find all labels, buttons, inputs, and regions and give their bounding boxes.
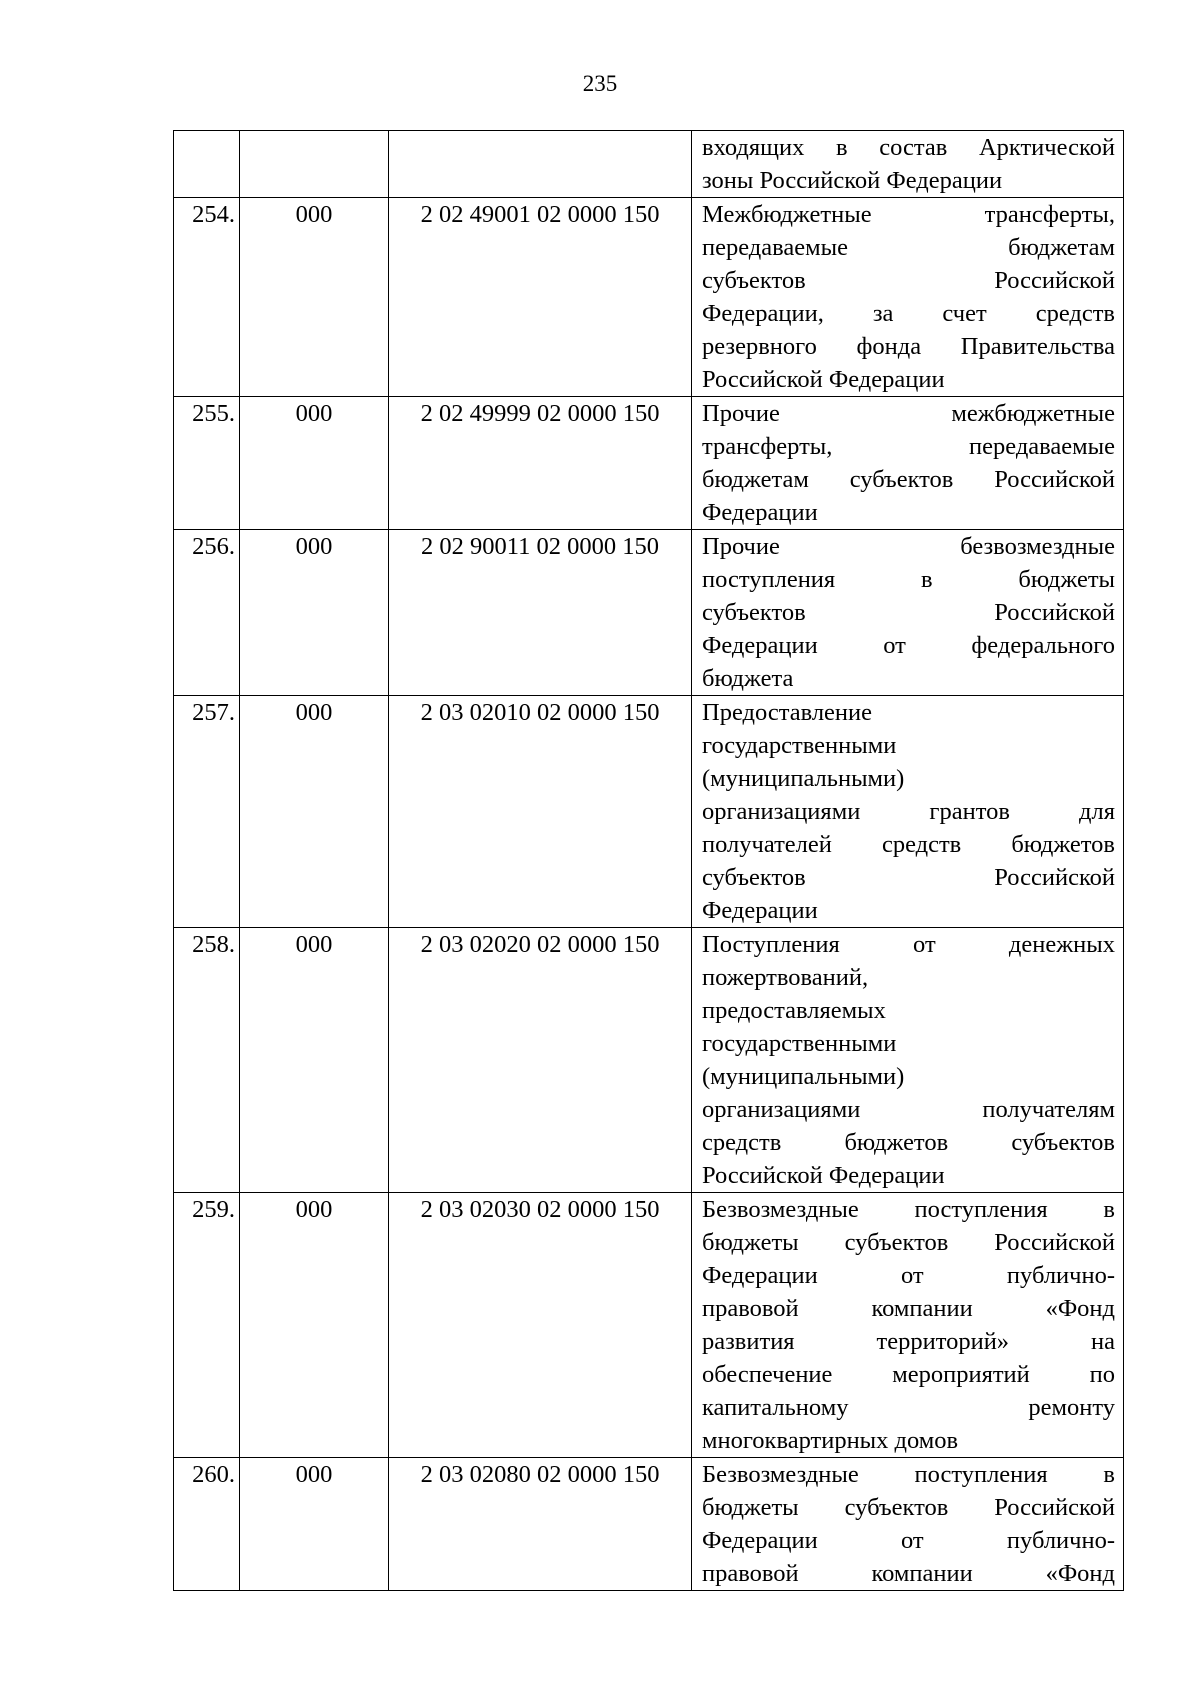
description-word: Межбюджетные — [702, 201, 872, 228]
description-word: по — [1089, 1361, 1115, 1388]
row-number-cell — [174, 131, 240, 198]
description-line — [702, 330, 1115, 363]
description-line — [702, 231, 1115, 264]
description-word: на — [1090, 1328, 1115, 1355]
description-word: от — [883, 632, 906, 659]
description-word: Российской — [994, 1229, 1115, 1256]
description-word: Федерации — [702, 897, 818, 924]
description-word: правовой — [702, 1560, 799, 1587]
description-line — [702, 131, 1115, 164]
description-word: безвозмездные — [960, 533, 1115, 560]
description-line — [702, 530, 1115, 563]
budget-code-cell: 2 03 02080 02 0000 150 — [389, 1458, 692, 1591]
description-cell — [692, 1458, 1124, 1591]
description-line — [702, 662, 1115, 695]
description-word: Российской — [994, 864, 1115, 891]
description-line — [702, 1060, 1115, 1093]
description-line — [702, 994, 1115, 1027]
description-line — [702, 894, 1115, 927]
description-line — [702, 1159, 1115, 1192]
description-cell — [692, 696, 1124, 928]
description-word: трансферты, — [702, 433, 833, 460]
description-word: субъектов — [1011, 1129, 1115, 1156]
description-line — [702, 861, 1115, 894]
description-word: компании — [871, 1295, 973, 1322]
description-word: (муниципальными) — [702, 1063, 905, 1090]
description-word: предоставляемых — [702, 997, 886, 1024]
description-word: субъектов — [849, 466, 954, 493]
description-word: многоквартирных домов — [702, 1427, 959, 1454]
description-word: Поступления — [702, 931, 840, 958]
budget-code-cell: 2 02 49001 02 0000 150 — [389, 198, 692, 397]
description-line — [702, 463, 1115, 496]
description-word: состав — [879, 134, 948, 161]
description-word: бюджеты — [1018, 566, 1115, 593]
description-word: Федерации, — [702, 300, 824, 327]
description-line — [702, 629, 1115, 662]
description-word: субъектов — [844, 1229, 949, 1256]
admin-code-cell: 000 — [240, 397, 389, 530]
description-word: Федерации — [702, 1527, 818, 1554]
description-word: за — [872, 300, 894, 327]
description-line — [702, 1358, 1115, 1391]
description-word: бюджеты — [702, 1229, 799, 1256]
description-word: поступления — [702, 566, 836, 593]
description-word: компании — [871, 1560, 973, 1587]
description-word: Федерации — [702, 499, 818, 526]
table-row — [174, 198, 1124, 397]
table-row — [174, 131, 1124, 198]
description-cell — [692, 1193, 1124, 1458]
description-word: организациями — [702, 798, 861, 825]
description-word: входящих — [702, 134, 805, 161]
description-line — [702, 1226, 1115, 1259]
description-word: Арктической — [978, 134, 1115, 161]
admin-code-cell: 000 — [240, 928, 389, 1193]
description-word: федерального — [971, 632, 1115, 659]
description-word: Российской — [994, 466, 1115, 493]
description-word: грантов — [929, 798, 1010, 825]
description-line — [702, 1424, 1115, 1457]
description-line — [702, 1126, 1115, 1159]
description-word: трансферты, — [984, 201, 1115, 228]
description-cell — [692, 198, 1124, 397]
description-word: счет — [942, 300, 987, 327]
description-line — [702, 762, 1115, 795]
description-word: обеспечение — [702, 1361, 833, 1388]
admin-code-cell: 000 — [240, 1193, 389, 1458]
description-word: развития — [702, 1328, 795, 1355]
description-line — [702, 297, 1115, 330]
description-word: поступления — [914, 1196, 1048, 1223]
description-line — [702, 1458, 1115, 1491]
table-row — [174, 696, 1124, 928]
description-word: бюджетов — [844, 1129, 949, 1156]
description-word: бюджетам — [1008, 234, 1115, 261]
page-number: 235 — [582, 71, 618, 96]
description-word: денежных — [1008, 931, 1115, 958]
row-number-cell: 254. — [174, 198, 240, 397]
admin-code-cell: 000 — [240, 198, 389, 397]
description-word: средств — [881, 831, 962, 858]
description-line — [702, 1027, 1115, 1060]
description-word: пожертвований, — [702, 964, 869, 991]
description-word: Прочие — [702, 533, 780, 560]
row-number-cell: 258. — [174, 928, 240, 1193]
description-word: получателей — [702, 831, 832, 858]
budget-code-cell: 2 02 49999 02 0000 150 — [389, 397, 692, 530]
description-word: от — [913, 931, 936, 958]
description-word: для — [1079, 798, 1115, 825]
description-line — [702, 1325, 1115, 1358]
description-line — [702, 961, 1115, 994]
description-line — [702, 363, 1115, 396]
description-word: от — [901, 1262, 924, 1289]
description-cell — [692, 397, 1124, 530]
description-line — [702, 496, 1115, 529]
description-word: фонда — [856, 333, 922, 360]
description-word: Российской — [994, 1494, 1115, 1521]
description-word: (муниципальными) — [702, 765, 905, 792]
description-cell — [692, 530, 1124, 696]
description-word: субъектов — [702, 864, 806, 891]
description-word: резервного — [702, 333, 817, 360]
description-word: организациями — [702, 1096, 861, 1123]
description-word: субъектов — [702, 267, 806, 294]
description-line — [702, 696, 1115, 729]
description-line — [702, 164, 1115, 197]
description-word: «Фонд — [1045, 1560, 1115, 1587]
description-word: в — [920, 566, 933, 593]
description-word: межбюджетные — [951, 400, 1115, 427]
description-word: «Фонд — [1045, 1295, 1115, 1322]
table-body — [174, 131, 1124, 1591]
table-row — [174, 397, 1124, 530]
budget-code-cell: 2 02 90011 02 0000 150 — [389, 530, 692, 696]
row-number-cell: 257. — [174, 696, 240, 928]
description-word: субъектов — [702, 599, 806, 626]
description-word: Федерации — [702, 632, 818, 659]
description-word: бюджета — [702, 665, 794, 692]
description-word: мероприятий — [892, 1361, 1030, 1388]
row-number-cell: 255. — [174, 397, 240, 530]
description-word: в — [1103, 1461, 1115, 1488]
description-word: передаваемые — [969, 433, 1115, 460]
description-line — [702, 795, 1115, 828]
description-cell — [692, 131, 1124, 198]
description-line — [702, 264, 1115, 297]
description-line — [702, 928, 1115, 961]
description-word: получателям — [982, 1096, 1115, 1123]
description-word: передаваемые — [702, 234, 848, 261]
description-word: государственными — [702, 1030, 897, 1057]
row-number-cell: 260. — [174, 1458, 240, 1591]
row-number-cell: 256. — [174, 530, 240, 696]
description-line — [702, 1524, 1115, 1557]
admin-code-cell: 000 — [240, 1458, 389, 1591]
table-row — [174, 530, 1124, 696]
description-cell — [692, 928, 1124, 1193]
description-word: от — [901, 1527, 924, 1554]
table-row — [174, 928, 1124, 1193]
description-word: бюджеты — [702, 1494, 799, 1521]
description-word: публично- — [1006, 1527, 1115, 1554]
description-word: Правительства — [960, 333, 1115, 360]
row-number-cell: 259. — [174, 1193, 240, 1458]
budget-code-cell — [389, 131, 692, 198]
description-word: Безвозмездные — [702, 1461, 859, 1488]
budget-code-cell: 2 03 02020 02 0000 150 — [389, 928, 692, 1193]
description-line — [702, 430, 1115, 463]
description-line — [702, 729, 1115, 762]
table-row — [174, 1458, 1124, 1591]
description-word: Российской — [994, 267, 1115, 294]
description-word: государственными — [702, 732, 897, 759]
description-word: Прочие — [702, 400, 780, 427]
description-word: ремонту — [1028, 1394, 1115, 1421]
description-word: бюджетов — [1011, 831, 1115, 858]
description-word: территорий» — [876, 1328, 1010, 1355]
description-word: Российской — [994, 599, 1115, 626]
description-line — [702, 1259, 1115, 1292]
description-word: публично- — [1006, 1262, 1115, 1289]
admin-code-cell — [240, 131, 389, 198]
description-word: Безвозмездные — [702, 1196, 859, 1223]
description-line — [702, 828, 1115, 861]
description-word: в — [1103, 1196, 1115, 1223]
description-word: правовой — [702, 1295, 799, 1322]
description-line — [702, 563, 1115, 596]
description-word: средств — [1035, 300, 1115, 327]
description-line — [702, 1093, 1115, 1126]
description-word: капитальному — [702, 1394, 849, 1421]
description-word: Российской Федерации — [702, 366, 945, 393]
description-line — [702, 1193, 1115, 1226]
budget-code-cell: 2 03 02030 02 0000 150 — [389, 1193, 692, 1458]
admin-code-cell: 000 — [240, 530, 389, 696]
description-line — [702, 1557, 1115, 1590]
description-word: Федерации — [702, 1262, 818, 1289]
description-line — [702, 1292, 1115, 1325]
description-word: Российской Федерации — [702, 1162, 945, 1189]
description-line — [702, 596, 1115, 629]
description-word: средств — [702, 1129, 782, 1156]
description-word: бюджетам — [702, 466, 809, 493]
admin-code-cell: 000 — [240, 696, 389, 928]
description-line — [702, 198, 1115, 231]
description-word: субъектов — [844, 1494, 949, 1521]
table-row — [174, 1193, 1124, 1458]
description-word: поступления — [914, 1461, 1048, 1488]
budget-code-cell: 2 03 02010 02 0000 150 — [389, 696, 692, 928]
description-word: Предоставление — [702, 699, 873, 726]
description-word: в — [836, 134, 848, 161]
budget-classification-table — [173, 130, 1124, 1591]
description-word: зоны Российской Федерации — [702, 167, 1003, 194]
description-line — [702, 1491, 1115, 1524]
description-line — [702, 1391, 1115, 1424]
description-line — [702, 397, 1115, 430]
